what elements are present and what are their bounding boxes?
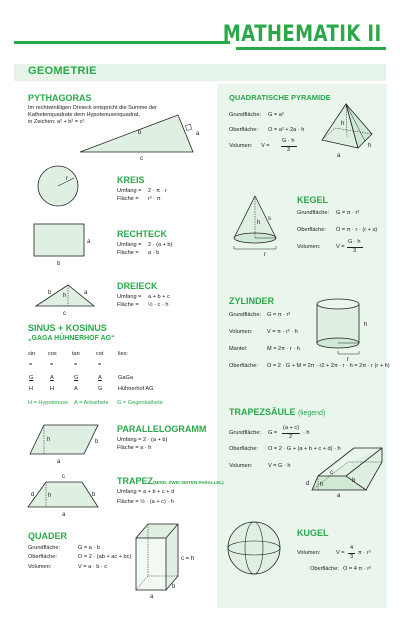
sinus-r2-cot: G	[98, 386, 103, 392]
zylinder-row3-label: Mantel:	[229, 346, 248, 352]
parallelogramm-a-label: a	[57, 459, 61, 465]
sinus-legend-a: A = Ankathete	[74, 400, 109, 406]
pythagoras-a-label: a	[196, 131, 200, 137]
kegel-row1-label: Grundfläche:	[297, 210, 330, 216]
zylinder-row3-value: M = 2π · r · h	[267, 346, 300, 352]
kreis-row2-value: r² · π	[148, 196, 161, 202]
trapez-d-label: d	[31, 492, 35, 498]
dreieck-row1-label: Umfang =	[117, 294, 142, 300]
trapezsaeule-v-value: V = G · h	[268, 463, 291, 469]
sinus-r2-tan: A	[74, 386, 78, 392]
sinus-header-cos: cos	[48, 351, 57, 357]
sinus-header-lies: lies:	[118, 351, 128, 357]
quader-row3-label: Volumen:	[28, 564, 52, 570]
sinus-r1-lies: GaGa	[118, 375, 133, 381]
kreis-r-label: r	[66, 176, 68, 182]
zylinder-title: ZYLINDER	[229, 296, 274, 306]
dreieck-b-label: b	[48, 290, 52, 296]
dreieck-h-label: h	[63, 293, 67, 299]
quader-a-label: a	[150, 594, 154, 600]
kreis-title: KREIS	[117, 175, 145, 185]
kegel-row2-value: O = π · r · (r + s)	[336, 227, 378, 233]
parallelogramm-b-label: b	[95, 439, 99, 445]
trapezsaeule-g-num: (a + c)	[283, 425, 300, 431]
trapezsaeule-d-label: d	[306, 481, 310, 487]
sinus-r2-sin: H	[29, 386, 34, 392]
pythagoras-line-3: in Zeichen: a² + b² = c²	[28, 119, 85, 125]
kugel-vol-num: 4	[350, 545, 354, 551]
kegel-title: KEGEL	[297, 195, 329, 205]
kegel-row1-value: G = π · r²	[336, 210, 360, 216]
trapezsaeule-c-label: c	[330, 470, 333, 476]
kugel-title: KUGEL	[297, 528, 329, 538]
quader-row1-value: G = a · b	[78, 545, 100, 551]
sinus-header-cot: cot	[96, 351, 104, 357]
zylinder-row1-label: Grundfläche:	[229, 312, 262, 318]
rechteck-a-label: a	[87, 239, 91, 245]
trapez-row1: Umfang = a + b + c + d	[117, 489, 175, 495]
kegel-r-label: r	[264, 252, 266, 258]
parallelogramm-row1: Umfang = 2 · (a + b)	[117, 437, 168, 443]
pyramide-ha-label: h	[368, 143, 372, 149]
sinus-header-sin: sin	[28, 351, 36, 357]
trapez-b-label: b	[92, 492, 96, 498]
zylinder-h-label: h	[364, 322, 368, 328]
quader-row2-value: O = 2 · (ab + ac + bc)	[78, 554, 132, 560]
parallelogramm-row2: Fläche = a · h	[117, 445, 152, 451]
pyramide-row1-label: Grundfläche:	[229, 112, 262, 118]
trapezsaeule-g-den: 2	[289, 434, 293, 440]
pyramide-title: QUADRATISCHE PYRAMIDE	[229, 93, 331, 102]
kugel-vol-eq: V =	[336, 550, 345, 556]
rechteck-row1-label: Umfang =	[117, 242, 142, 248]
kreis-row1-label: Umfang =	[117, 188, 142, 194]
pythagoras-b-label: b	[138, 130, 142, 136]
dreieck-c-label: c	[63, 311, 66, 317]
kugel-vol-tail: π · r³	[358, 550, 371, 556]
sinus-r1-cos: A	[50, 375, 54, 381]
zylinder-row2-label: Volumen:	[229, 329, 253, 335]
kegel-h-label: h	[257, 220, 261, 226]
trapezsaeule-h-label: h	[320, 482, 324, 488]
dreieck-row1-value: a + b + c	[148, 294, 170, 300]
kreis-row1-value: 2 · π · r	[148, 188, 167, 194]
sinus-r1-tan: G	[74, 375, 79, 381]
rechteck-b-label: b	[57, 261, 61, 267]
quader-row1-label: Grundfläche:	[28, 545, 61, 551]
pyramide-vol-eq: V =	[261, 143, 270, 149]
sinus-header-tan: tan	[72, 351, 80, 357]
pythagoras-line-1: Im rechtwinkligen Dreieck entspricht die Summe der	[28, 105, 158, 111]
kugel-o-value: O = 4 π · r²	[343, 566, 371, 572]
quader-row3-value: V = a · b · c	[78, 564, 108, 570]
quader-b-label: b	[172, 584, 176, 590]
pyramide-row2-label: Oberfläche:	[229, 127, 258, 133]
sinus-eq-3: =	[74, 362, 78, 368]
rechteck-row1-value: 2 · (a + b)	[148, 242, 173, 248]
rechteck-title: RECHTECK	[117, 229, 168, 239]
kugel-fraction-line	[348, 553, 355, 554]
pyramide-vol-num: G · h	[282, 138, 295, 144]
quader-row2-label: Oberfläche:	[28, 554, 57, 560]
zylinder-row1-value: G = π · r²	[267, 312, 291, 318]
rechteck-row2-value: a · b	[148, 250, 160, 256]
trapezsaeule-o-value: O = 2 · G + (a + b + c + d) · h	[268, 446, 341, 452]
pyramide-a-label: a	[337, 153, 341, 159]
pythagoras-title: PYTHAGORAS	[28, 93, 92, 103]
dreieck-row2-label: Fläche =	[117, 302, 139, 308]
sinus-r2-cos: H	[50, 386, 55, 392]
dreieck-a-label: a	[84, 290, 88, 296]
pyramide-row1-value: G = a²	[268, 112, 284, 118]
zylinder-row2-value: V = π · r² · h	[267, 329, 298, 335]
pythagoras-line-2: Kathetenquadrate dem Hypotenusenquadrat,	[28, 112, 140, 118]
trapezsaeule-a-label: a	[337, 493, 341, 499]
kegel-vol-den: 3	[353, 248, 357, 254]
sinus-title: SINUS + KOSINUS	[28, 323, 107, 333]
pyramide-vol-label: Volumen:	[229, 143, 253, 149]
section-title: GEOMETRIE	[28, 65, 97, 77]
trapez-title-main: TRAPEZ	[117, 476, 153, 486]
trapezsaeule-v-label: Volumen:	[229, 463, 253, 469]
trapezsaeule-title-main: TRAPEZSÄULE	[229, 407, 296, 417]
trapez-row2: Fläche = ½ · (a + c) · h	[117, 499, 174, 505]
kegel-vol-num: G · h	[348, 239, 361, 245]
sinus-subtitle: „GAGA HÜHNERHOF AG“	[28, 335, 115, 342]
trapezsaeule-g-tail: · h	[303, 430, 310, 436]
trapez-a-label: a	[62, 512, 66, 518]
sinus-eq-1: =	[29, 362, 33, 368]
kegel-vol-label: Volumen:	[297, 244, 321, 250]
trapezsaeule-g-label: Grundfläche:	[229, 430, 262, 436]
sinus-legend-h: H = Hypotenuse	[28, 400, 69, 406]
trapezsaeule-g-eq: G =	[268, 430, 278, 436]
trapez-h-label: h	[48, 493, 52, 499]
sinus-r1-sin: G	[29, 375, 34, 381]
zylinder-r-label: r	[347, 357, 349, 363]
kegel-row2-label: Oberfläche:	[297, 227, 326, 233]
kreis-row2-label: Fläche =	[117, 196, 139, 202]
quader-title: QUADER	[28, 531, 68, 541]
zylinder-row4-label: Oberfläche:	[229, 363, 258, 369]
trapezsaeule-title-suffix: (liegend)	[298, 410, 326, 417]
trapez-c-label: c	[62, 474, 65, 480]
pyramide-row2-value: O = a² + 2a · h	[268, 127, 305, 133]
quader-ch-label: c = h	[181, 556, 195, 562]
trapezsaeule-b-label: b	[352, 478, 356, 484]
rechteck-row2-label: Fläche =	[117, 250, 139, 256]
pythagoras-c-label: c	[140, 156, 143, 162]
pyramide-h-label: h	[341, 121, 345, 127]
sinus-r1-cot: A	[98, 375, 102, 381]
zylinder-row4-value: O = 2 · G + M = 2π · r2 + 2π · r · h = 2π · r (r + h)	[267, 363, 390, 369]
kugel-vol-label: Volumen:	[297, 550, 321, 556]
sinus-legend-g: G = Gegenkathete	[117, 400, 163, 406]
kugel-o-label: Oberfläche:	[310, 566, 339, 572]
sinus-eq-2: =	[50, 362, 54, 368]
parallelogramm-title: PARALLELOGRAMM	[117, 424, 207, 434]
dreieck-row2-value: ½ · c · h	[148, 302, 169, 308]
page-title: MATHEMATIK II	[223, 22, 382, 47]
dreieck-title: DREIECK	[117, 281, 158, 291]
kegel-vol-eq: V =	[336, 244, 345, 250]
trapez-title-suffix: (MIND. ZWEI SEITEN PARALLEL)	[153, 480, 224, 485]
kegel-s-label: s	[268, 216, 271, 222]
pyramide-vol-den: 3	[287, 147, 291, 153]
parallelogramm-h-label: h	[47, 437, 51, 443]
kugel-vol-den: 3	[350, 554, 354, 560]
sinus-eq-4: =	[98, 362, 102, 368]
trapezsaeule-o-label: Oberfläche:	[229, 446, 258, 452]
sinus-r2-lies: Hühnerhof AG	[118, 386, 154, 392]
